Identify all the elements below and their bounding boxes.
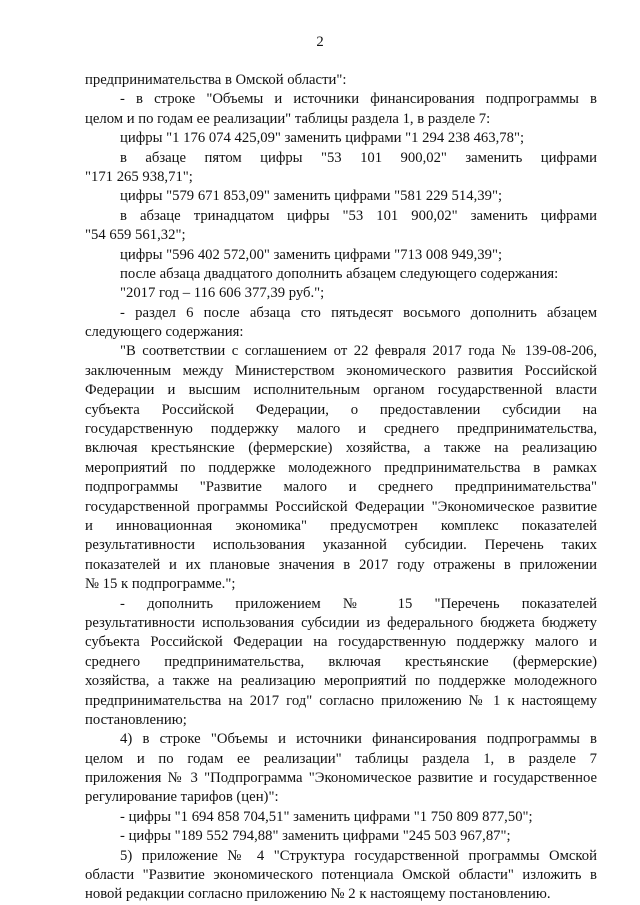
text-line: хозяйства, а также на реализацию мероприятий по поддержке молодежного: [85, 673, 597, 690]
text-line: новой редакции согласно приложению № 2 к настоящему постановлению.: [85, 886, 551, 903]
text-line: Федерации и высшим исполнительным органом государственной власти: [85, 382, 597, 399]
text-line: показателей и их плановые значения в 2017 году отражены в приложении: [85, 556, 597, 573]
text-line: результативности использования указанной субсидии. Перечень таких: [85, 537, 597, 554]
text-line: - цифры "1 694 858 704,51" заменить цифрами "1 750 809 877,50";: [120, 808, 533, 825]
text-line: включая крестьянские (фермерские) хозяйства, а также на реализацию: [85, 440, 597, 457]
text-line: "171 265 938,71";: [85, 168, 193, 185]
page-number: 2: [316, 34, 324, 50]
text-line: субъекта Российской Федерации на государственную поддержку малого и: [85, 634, 597, 651]
text-line: - в строке "Объемы и источники финансирования подпрограммы в: [120, 91, 597, 108]
text-line: и инновационная экономика" предусмотрен комплекс показателей: [85, 517, 597, 534]
text-line: цифры "596 402 572,00" заменить цифрами "713 008 949,39";: [120, 246, 503, 263]
text-line: "54 659 561,32";: [85, 227, 186, 244]
text-line: подпрограммы "Развитие малого и среднего предпринимательства": [85, 479, 597, 496]
text-line: в абзаце тринадцатом цифры "53 101 900,02" заменить цифрами: [120, 207, 597, 224]
text-line: № 15 к подпрограмме.";: [85, 576, 236, 593]
text-line: результативности использования субсидии из федерального бюджета бюджету: [85, 614, 597, 631]
text-line: 4) в строке "Объемы и источники финансирования подпрограммы в: [120, 731, 597, 748]
text-line: мероприятий по поддержке молодежного предпринимательства в рамках: [85, 459, 597, 476]
text-line: - цифры "189 552 794,88" заменить цифрами "245 503 967,87";: [120, 828, 511, 845]
text-line: в абзаце пятом цифры "53 101 900,02" заменить цифрами: [120, 149, 597, 166]
text-line: предпринимательства в Омской области":: [85, 72, 347, 88]
text-line: среднего предпринимательства, включая крестьянские (фермерские): [85, 653, 597, 670]
text-line: субъекта Российской Федерации, о предоставлении субсидии на: [85, 401, 597, 418]
text-line: государственную поддержку малого и среднего предпринимательства,: [85, 421, 597, 438]
text-line: - раздел 6 после абзаца сто пятьдесят восьмого дополнить абзацем: [120, 304, 597, 321]
text-line: предпринимательства на 2017 год" согласно приложению № 1 к настоящему: [85, 692, 597, 709]
text-line: целом и по годам ее реализации" таблицы раздела 1, в разделе 7:: [85, 110, 491, 127]
text-line: "В соответствии с соглашением от 22 февраля 2017 года № 139-08-206,: [120, 343, 597, 360]
text-line: регулирование тарифов (цен)":: [85, 789, 279, 806]
text-line: приложения № 3 "Подпрограмма "Экономическое развитие и государственное: [85, 770, 597, 787]
text-line: "2017 год – 116 606 377,39 руб.";: [120, 285, 325, 302]
document-body: [85, 71, 597, 905]
text-line: 5) приложение № 4 "Структура государственной программы Омской: [120, 847, 597, 864]
text-line: следующего содержания:: [85, 324, 244, 341]
text-line: государственной программы Российской Федерации "Экономическое развитие: [85, 498, 597, 515]
text-line: цифры "579 671 853,09" заменить цифрами "581 229 514,39";: [120, 188, 503, 205]
text-line: цифры "1 176 074 425,09" заменить цифрами "1 294 238 463,78";: [120, 130, 525, 147]
text-line: постановлению;: [85, 711, 187, 728]
text-line: целом и по годам ее реализации" таблицы раздела 1, в разделе 7: [85, 750, 597, 767]
text-line: заключенным между Министерством экономического развития Российской: [85, 362, 597, 379]
text-line: - дополнить приложением № 15 "Перечень показателей: [120, 595, 597, 612]
text-line: области "Развитие экономического потенциала Омской области" изложить в: [85, 867, 597, 884]
text-line: после абзаца двадцатого дополнить абзацем следующего содержания:: [120, 265, 559, 282]
